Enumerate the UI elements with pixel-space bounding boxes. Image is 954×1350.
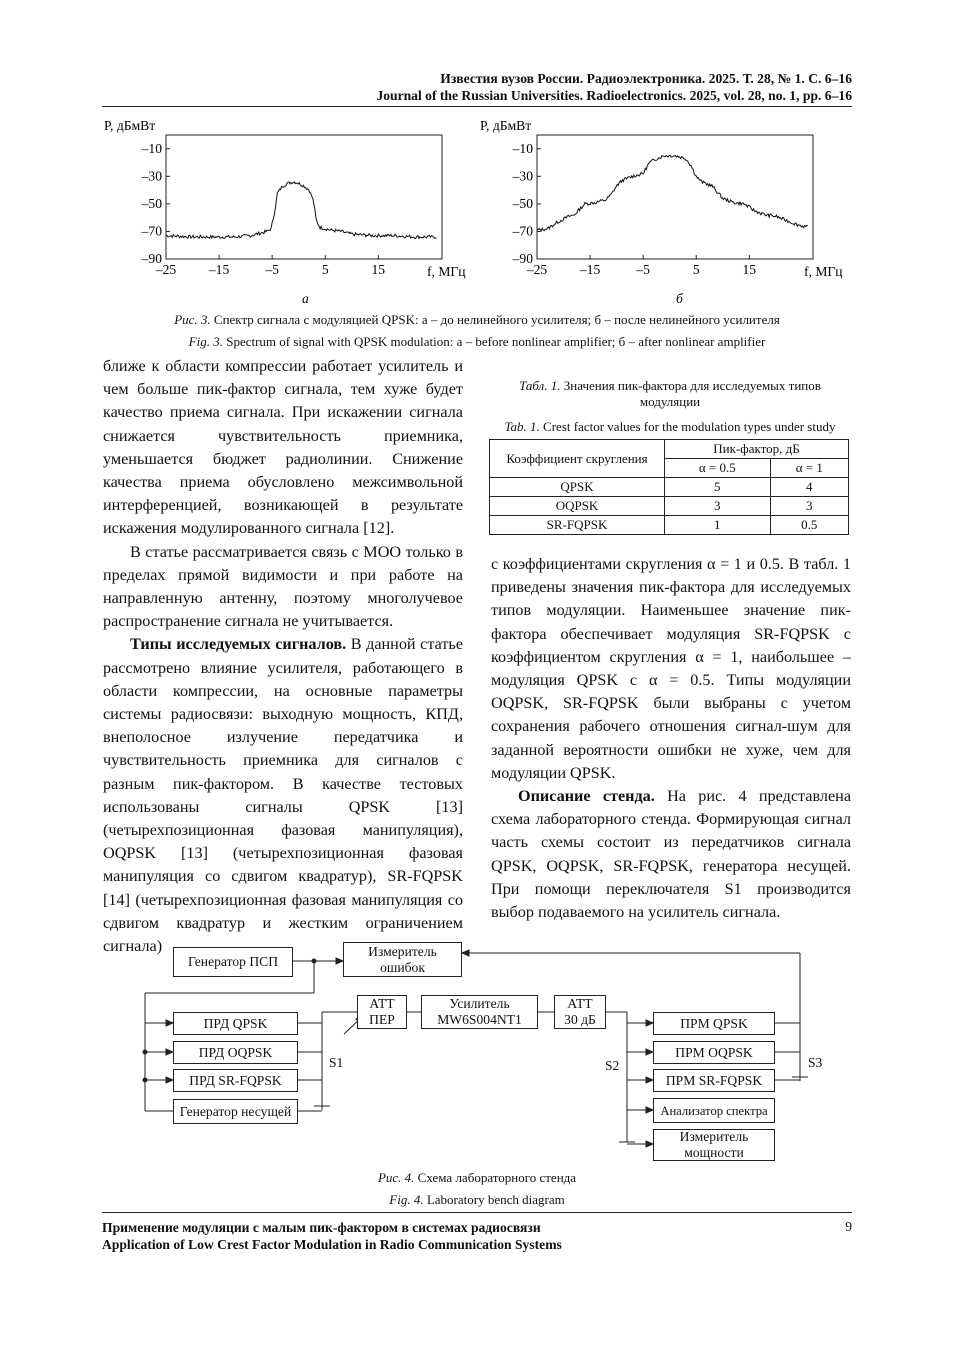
chart-a-series-line (166, 182, 437, 239)
right-paragraph-2 (491, 785, 851, 924)
table-1-caption-en-label: Tab. 1. (504, 419, 540, 434)
table-1-caption-ru-label: Табл. 1. (519, 378, 561, 393)
block-amplifier-line1: Усилитель (449, 996, 510, 1011)
page-number: 9 (845, 1219, 852, 1234)
block-rx-qpsk: ПРМ QPSK (653, 1012, 775, 1035)
block-prbs-generator: Генератор ПСП (173, 947, 293, 977)
chart-b-series-line (537, 155, 808, 231)
right-paragraph-1: с коэффициентами скругления α = 1 и 0.5. В табл. 1 приведены значения пик-фактора для исследуемых типов модуляции. Наименьшее значение пик-фактора обеспечивает модуляция SR-FQPSK с коэффициентом скругления α = 1, наибольшее – модуляция QPSK с α = 0.5. Типы модуляции OQPSK, SR-FQPSK были выбраны с учетом сохранения рабочего отношения сигнал-шум для заданной вероятности ошибки не хуже, чем для модуляции QPSK. (491, 555, 851, 782)
chart-a-panel-label: а (302, 291, 309, 306)
chart-a-ytick-label: –90 (141, 251, 162, 266)
switch-s1-label: S1 (329, 1055, 344, 1070)
chart-b-xtick-label: –5 (636, 262, 650, 277)
journal-header-en: Journal of the Russian Universities. Radioelectronics. 2025, vol. 28, no. 1, pp. 6–16 (376, 88, 852, 103)
block-attenuator-30db (554, 995, 606, 1029)
block-rx-oqpsk: ПРМ OQPSK (653, 1041, 775, 1064)
footer-title-ru: Применение модуляции с малым пик-фактором в системах радиосвязи (102, 1220, 541, 1235)
block-amplifier (421, 995, 538, 1029)
block-rx-srfqpsk: ПРМ SR-FQPSK (653, 1069, 775, 1092)
footer-title-en: Application of Low Crest Factor Modulation in Radio Communication Systems (102, 1237, 562, 1252)
figure-3-charts (100, 110, 860, 310)
figure-4-caption-en-label: Fig. 4. (389, 1192, 424, 1207)
chart-b-xlabel: f, МГц (804, 264, 843, 279)
table-1-caption-en-text: Crest factor values for the modulation types under study (543, 419, 836, 434)
figure-3-caption-ru (102, 312, 852, 328)
block-variable-attenuator-line1: АТТ (369, 996, 395, 1011)
table-cell: 3 (770, 497, 848, 516)
chart-b-ylabel: P, дБмВт (480, 118, 532, 133)
block-power-meter-line2: мощности (684, 1145, 744, 1160)
right-column (491, 553, 851, 924)
figure-4-caption-en (102, 1192, 852, 1208)
switch-s2-label: S2 (605, 1058, 620, 1073)
chart-a-xtick-label: 15 (371, 262, 386, 277)
figure-3-caption-ru-label: Рис. 3. (174, 312, 211, 327)
chart-a-frame (166, 135, 442, 259)
block-variable-attenuator (357, 995, 407, 1029)
chart-a (141, 135, 442, 277)
chart-a-xtick-label: –5 (265, 262, 279, 277)
block-power-meter (653, 1129, 775, 1161)
chart-b-xtick-label: –25 (526, 262, 548, 277)
figure-4-caption-ru (102, 1170, 852, 1186)
chart-a-ytick-label: –50 (141, 195, 162, 211)
section-heading-bench: Описание стенда. (518, 787, 655, 806)
figure-3-caption-en-label: Fig. 3. (188, 334, 223, 349)
section-heading-signals: Типы исследуемых сигналов. (130, 635, 347, 654)
table-cell: 0.5 (770, 516, 848, 535)
table-header-alpha-05: α = 0.5 (665, 459, 771, 478)
block-error-meter-line2: ошибок (380, 959, 425, 975)
table-cell: 4 (770, 478, 848, 497)
block-tx-srfqpsk: ПРД SR-FQPSK (173, 1069, 298, 1092)
chart-a-xlabel: f, МГц (427, 264, 466, 279)
table-cell: QPSK (490, 478, 665, 497)
left-column (103, 355, 463, 958)
table-1 (489, 439, 849, 535)
figure-4-caption-ru-label: Рис. 4. (377, 1170, 415, 1185)
block-variable-attenuator-line2: ПЕР (369, 1012, 395, 1027)
chart-b-frame (537, 135, 813, 259)
block-tx-qpsk: ПРД QPSK (173, 1012, 298, 1035)
left-paragraph-2: В статье рассматривается связь с МОО только в пределах прямой видимости и при работе на направленную антенну, поэтому многолучевое распространение сигнала не учитывается. (103, 542, 463, 631)
chart-b-ytick-label: –70 (512, 223, 533, 239)
chart-b-ytick-label: –10 (512, 140, 533, 156)
table-row (490, 478, 849, 497)
block-power-meter-line1: Измеритель (679, 1129, 749, 1144)
figure-4-caption-en-text: Laboratory bench diagram (426, 1192, 565, 1207)
table-cell: 1 (665, 516, 771, 535)
footer-rule (102, 1212, 852, 1213)
switch-s3-label: S3 (808, 1055, 823, 1070)
table-row (490, 516, 849, 535)
block-attenuator-30db-line1: АТТ (567, 996, 593, 1011)
table-1-caption-ru-text: Значения пик-фактора для исследуемых типов модуляции (563, 378, 821, 409)
table-cell: 3 (665, 497, 771, 516)
table-header-rolloff: Коэффициент скругления (490, 440, 665, 478)
block-carrier-generator: Генератор несущей (173, 1099, 298, 1124)
table-row (490, 497, 849, 516)
left-paragraph-3 (103, 633, 463, 958)
figure-3-caption-en (102, 334, 852, 350)
block-attenuator-30db-line2: 30 дБ (564, 1012, 596, 1027)
chart-b (512, 135, 813, 277)
chart-b-ytick-label: –50 (512, 195, 533, 211)
chart-b-panel-label: б (676, 291, 683, 306)
chart-a-ylabel: P, дБмВт (104, 118, 156, 133)
chart-b-ytick-label: –90 (512, 251, 533, 266)
figure-3-caption-ru-text: Спектр сигнала с модуляцией QPSK: а – до нелинейного усилителя; б – после нелинейного усилителя (213, 312, 780, 327)
chart-a-ytick-label: –70 (141, 223, 162, 239)
chart-a-xtick-label: –15 (208, 262, 230, 277)
left-paragraph-3-text: В данной статье рассмотрено влияние усилителя, работающего в области компрессии, на основные параметры системы радиосвязи: выходную мощность, КПД, внеполосное излучение передатчика и чувствительность приемника для сигналов с разным пик-фактором. В качестве тестовых использованы сигналы QPSK [13] (четырехпозиционная фазовая манипуляция), OQPSK [13] (четырехпозиционная фазовая манипуляция со сдвигом квадратур), SR-FQPSK [14] (четырехпозиционная фазовая манипуляция со сдвигом квадратур и жестким ограничением сигнала) (103, 635, 463, 956)
chart-a-xtick-label: 5 (321, 262, 329, 277)
table-cell: OQPSK (490, 497, 665, 516)
journal-header-ru: Известия вузов России. Радиоэлектроника. 2025. Т. 28, № 1. С. 6–16 (440, 71, 852, 86)
chart-b-xtick-label: 5 (692, 262, 700, 277)
table-header-crest: Пик-фактор, дБ (665, 440, 849, 459)
chart-a-ytick-label: –30 (141, 168, 162, 184)
chart-b-xtick-label: 15 (742, 262, 757, 277)
chart-b-ytick-label: –30 (512, 168, 533, 184)
table-cell: 5 (665, 478, 771, 497)
chart-b-xtick-label: –15 (579, 262, 601, 277)
right-paragraph-2-text: На рис. 4 представлена схема лабораторного стенда. Формирующая сигнал часть схемы состоит из передатчиков сигнала QPSK, OQPSK, SR-FQPSK, генератора несущей. При помощи переключателя S1 производится выбор подаваемого на усилитель сигнала. (491, 787, 852, 922)
header-rule (102, 106, 852, 107)
chart-a-ytick-label: –10 (141, 140, 162, 156)
table-1-caption-ru (490, 378, 850, 410)
left-paragraph-1: ближе к области компрессии работает усилитель и чем больше пик-фактор сигнала, тем хуже будет качество приема сигнала. При искажении сигнала снижается чувствительность приемника, уменьшается бюджет радиолинии. Снижение качества приема обусловлено межсимвольной интерференцией, возникающей в результате искажения модулированного сигнала [12]. (103, 357, 463, 538)
table-cell: SR-FQPSK (490, 516, 665, 535)
table-header-alpha-1: α = 1 (770, 459, 848, 478)
figure-3-caption-en-text: Spectrum of signal with QPSK modulation: a – before nonlinear amplifier; б – after nonlinear amplifier (226, 334, 766, 349)
block-tx-oqpsk: ПРД OQPSK (173, 1041, 298, 1064)
block-spectrum-analyzer: Анализатор спектра (653, 1098, 775, 1123)
figure-4-caption-ru-text: Схема лабораторного стенда (417, 1170, 577, 1185)
block-error-meter-line1: Измеритель (368, 943, 437, 959)
table-1-caption-en (490, 419, 850, 435)
block-amplifier-line2: MW6S004NT1 (437, 1012, 522, 1027)
chart-a-xtick-label: –25 (155, 262, 177, 277)
